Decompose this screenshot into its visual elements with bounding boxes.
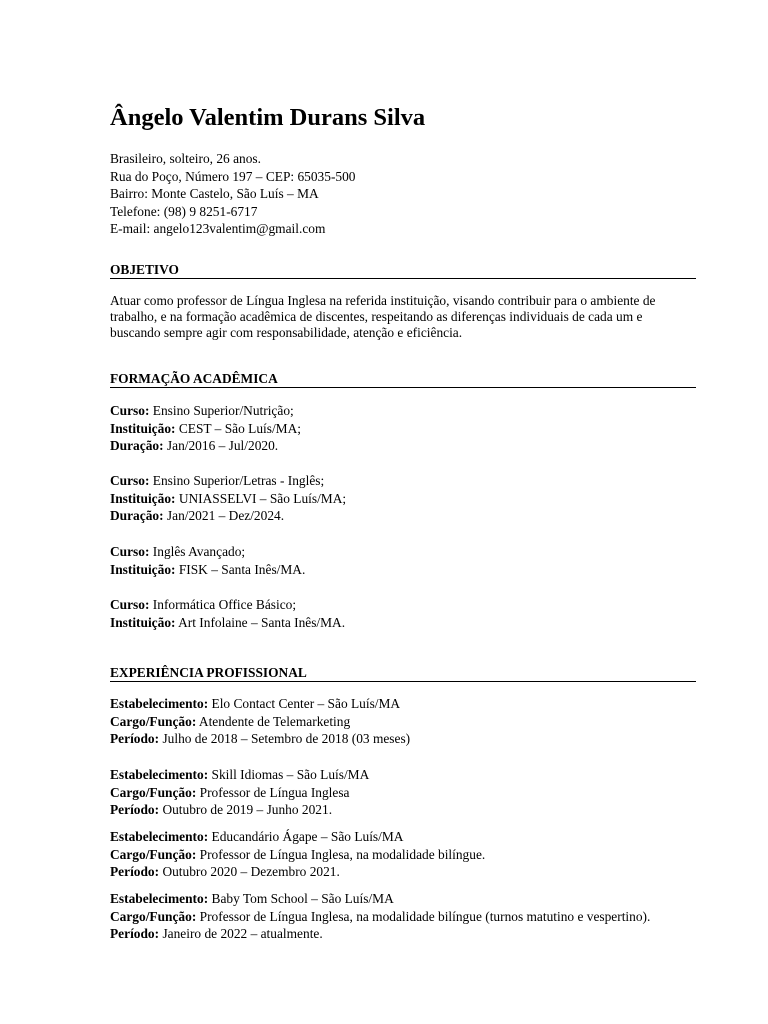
role-line bbox=[110, 908, 650, 926]
candidate-name: Ângelo Valentim Durans Silva bbox=[110, 104, 426, 131]
role-value: Professor de Língua Inglesa, na modalidade bilíngue. bbox=[196, 846, 486, 862]
address-street: Rua do Poço, Número 197 – CEP: 65035-500 bbox=[110, 168, 356, 184]
establishment-line bbox=[110, 695, 410, 713]
address-district: Bairro: Monte Castelo, São Luís – MA bbox=[110, 186, 319, 202]
establishment-label: Estabelecimento: bbox=[110, 891, 209, 906]
experience-heading: EXPERIÊNCIA PROFISSIONAL bbox=[110, 665, 696, 682]
personal-info: Brasileiro, solteiro, 26 anos. bbox=[110, 151, 261, 166]
course-line bbox=[110, 543, 305, 561]
institution-line bbox=[110, 490, 346, 508]
period-value: Outubro de 2019 – Junho 2021. bbox=[159, 802, 333, 818]
establishment-label: Estabelecimento: bbox=[110, 696, 209, 711]
establishment-value: Skill Idiomas – São Luís/MA bbox=[208, 767, 370, 782]
experience-entry bbox=[110, 695, 410, 748]
objective-heading: OBJETIVO bbox=[110, 262, 696, 279]
establishment-value: Educandário Ágape – São Luís/MA bbox=[208, 829, 404, 844]
role-label: Cargo/Função: bbox=[110, 713, 197, 729]
phone: Telefone: (98) 9 8251-6717 bbox=[110, 203, 258, 219]
course-value: Informática Office Básico; bbox=[149, 597, 297, 612]
period-line bbox=[110, 925, 650, 943]
period-label: Período: bbox=[110, 802, 160, 818]
period-label: Período: bbox=[110, 926, 160, 942]
period-label: Período: bbox=[110, 864, 160, 880]
course-value: Ensino Superior/Nutrição; bbox=[149, 403, 294, 418]
period-label: Período: bbox=[110, 731, 160, 747]
role-value: Professor de Língua Inglesa bbox=[196, 784, 350, 800]
institution-value: UNIASSELVI – São Luís/MA; bbox=[175, 490, 347, 506]
role-label: Cargo/Função: bbox=[110, 784, 197, 800]
establishment-label: Estabelecimento: bbox=[110, 767, 209, 782]
education-entry bbox=[110, 543, 305, 578]
establishment-line bbox=[110, 828, 485, 846]
course-value: Inglês Avançado; bbox=[149, 544, 246, 559]
duration-line bbox=[110, 437, 301, 455]
period-value: Julho de 2018 – Setembro de 2018 (03 meses) bbox=[159, 731, 411, 747]
institution-value: CEST – São Luís/MA; bbox=[175, 420, 301, 436]
role-label: Cargo/Função: bbox=[110, 846, 197, 862]
period-value: Janeiro de 2022 – atualmente. bbox=[159, 926, 323, 942]
institution-line bbox=[110, 420, 301, 438]
institution-label: Instituição: bbox=[110, 420, 176, 436]
objective-text: Atuar como professor de Língua Inglesa na referida instituição, visando contribuir para o ambiente de trabalho, e na formação acadêmica de discentes, respeitando as diferenças individuais de cada um e buscando sempre agir com responsabilidade, atenção e eficiência. bbox=[110, 293, 656, 341]
institution-line bbox=[110, 561, 305, 579]
course-label: Curso: bbox=[110, 403, 150, 418]
establishment-line bbox=[110, 890, 650, 908]
duration-value: Jan/2016 – Jul/2020. bbox=[163, 438, 279, 454]
institution-value: FISK – Santa Inês/MA. bbox=[175, 561, 306, 577]
email: E-mail: angelo123valentim@gmail.com bbox=[110, 221, 326, 237]
duration-label: Duração: bbox=[110, 508, 164, 524]
education-heading: FORMAÇÃO ACADÊMICA bbox=[110, 371, 696, 388]
course-line bbox=[110, 596, 345, 614]
course-label: Curso: bbox=[110, 473, 150, 488]
experience-entry bbox=[110, 890, 650, 943]
course-label: Curso: bbox=[110, 597, 150, 612]
education-entry bbox=[110, 472, 346, 525]
course-label: Curso: bbox=[110, 544, 150, 559]
role-value: Atendente de Telemarketing bbox=[196, 713, 351, 729]
contact-info bbox=[110, 150, 355, 238]
institution-label: Instituição: bbox=[110, 561, 176, 577]
role-value: Professor de Língua Inglesa, na modalidade bilíngue (turnos matutino e vespertino). bbox=[196, 908, 651, 924]
period-value: Outubro 2020 – Dezembro 2021. bbox=[159, 864, 340, 880]
education-entry bbox=[110, 402, 301, 455]
establishment-value: Elo Contact Center – São Luís/MA bbox=[208, 696, 401, 711]
role-line bbox=[110, 713, 410, 731]
establishment-line bbox=[110, 766, 369, 784]
period-line bbox=[110, 801, 369, 819]
period-line bbox=[110, 863, 485, 881]
duration-value: Jan/2021 – Dez/2024. bbox=[163, 508, 285, 524]
course-line bbox=[110, 402, 301, 420]
institution-label: Instituição: bbox=[110, 614, 176, 630]
course-value: Ensino Superior/Letras - Inglês; bbox=[149, 473, 325, 488]
role-line bbox=[110, 784, 369, 802]
course-line bbox=[110, 472, 346, 490]
establishment-value: Baby Tom School – São Luís/MA bbox=[208, 891, 394, 906]
period-line bbox=[110, 730, 410, 748]
education-entry bbox=[110, 596, 345, 631]
role-line bbox=[110, 846, 485, 864]
institution-line bbox=[110, 614, 345, 632]
experience-entry bbox=[110, 766, 369, 819]
institution-label: Instituição: bbox=[110, 490, 176, 506]
establishment-label: Estabelecimento: bbox=[110, 829, 209, 844]
duration-label: Duração: bbox=[110, 438, 164, 454]
role-label: Cargo/Função: bbox=[110, 908, 197, 924]
institution-value: Art Infolaine – Santa Inês/MA. bbox=[175, 614, 346, 630]
experience-entry bbox=[110, 828, 485, 881]
duration-line bbox=[110, 507, 346, 525]
